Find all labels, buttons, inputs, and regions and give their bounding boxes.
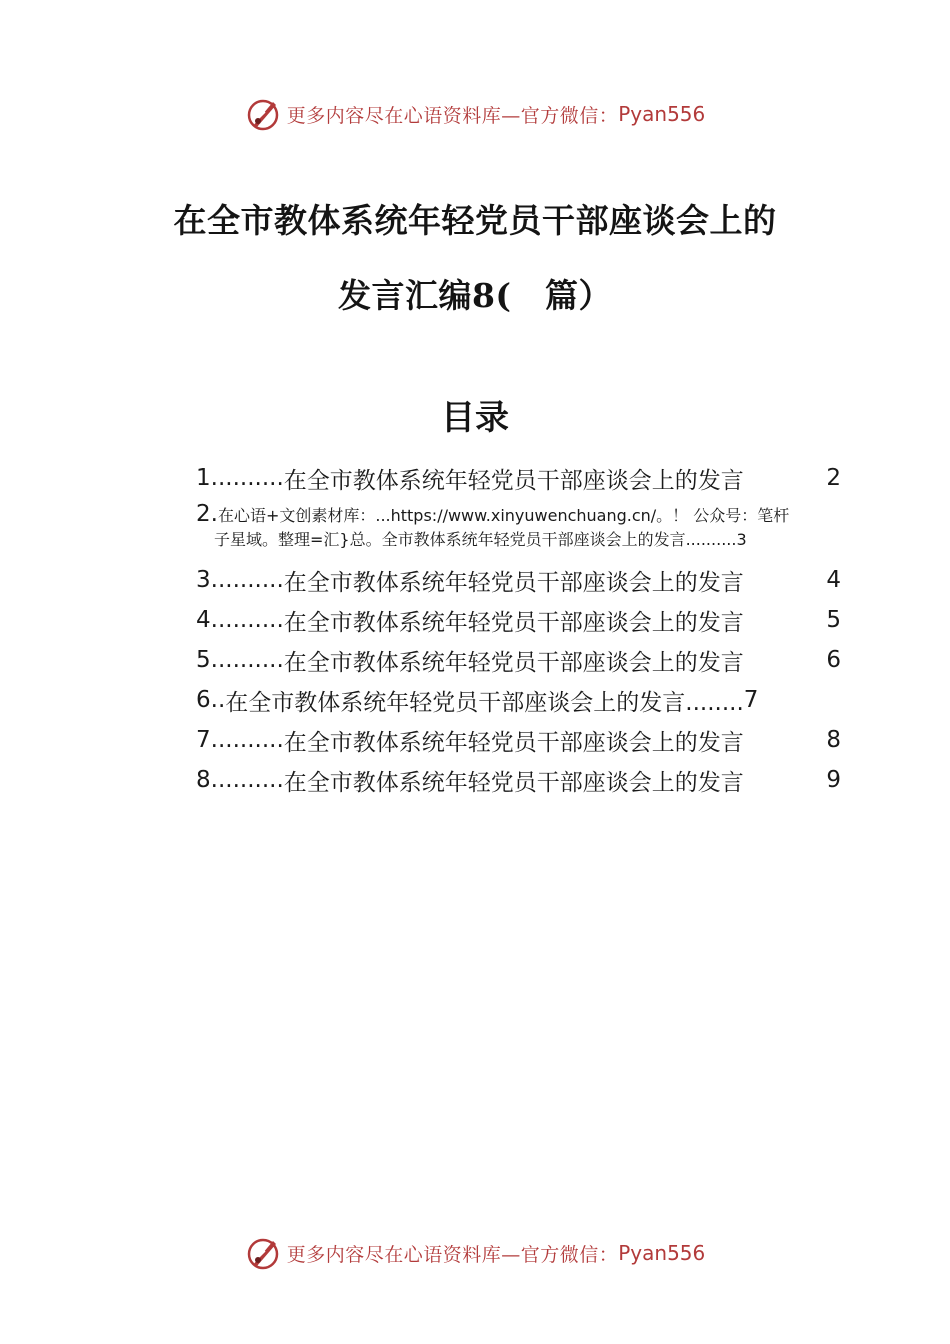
toc-entry-leader: .......... — [210, 607, 284, 633]
toc-entry-2-text2: 子星域。整理=汇}总。全市教体系统年轻党员干部座谈会上的发言..........3 — [214, 530, 747, 549]
document-title-line2: 发言汇编8( 篇） — [337, 276, 613, 315]
toc-entry-1[interactable] — [196, 458, 841, 498]
toc-entry-5[interactable] — [196, 640, 841, 680]
toc-entry-page: 8 — [826, 727, 841, 753]
toc-entry-7[interactable] — [196, 720, 841, 760]
watermark-text: 更多内容尽在心语资料库—官方微信： — [286, 104, 619, 127]
toc-entry-title: 在全市教体系统年轻党员干部座谈会上的发言 — [283, 569, 744, 596]
toc-entry-page: 6 — [826, 647, 841, 673]
toc-entry-leader: .......... — [210, 767, 284, 793]
toc-entry-title: 在全市教体系统年轻党员干部座谈会上的发言 — [283, 769, 744, 796]
watermark-wechat-id: Pyan556 — [618, 1241, 706, 1265]
toc-entry-number: 1 — [196, 465, 211, 491]
toc-entry-page: 4 — [826, 567, 841, 593]
toc-entry-title: 在全市教体系统年轻党员干部座谈会上的发言 — [283, 609, 744, 636]
toc-entry-number: 5 — [196, 647, 211, 673]
toc-entry-4[interactable] — [196, 600, 841, 640]
footer-watermark — [0, 1233, 950, 1273]
toc-entry-title: 在全市教体系统年轻党员干部座谈会上的发言........ — [225, 689, 744, 716]
toc-entry-page: 5 — [826, 607, 841, 633]
document-title-line1: 在全市教体系统年轻党员干部座谈会上的 — [173, 201, 777, 240]
quill-logo-icon — [245, 1235, 281, 1271]
header-watermark — [0, 94, 950, 134]
toc-entry-title: 在全市教体系统年轻党员干部座谈会上的发言 — [283, 729, 744, 756]
toc-entry-leader: .......... — [210, 647, 284, 673]
toc-entry-title: 在全市教体系统年轻党员干部座谈会上的发言 — [283, 467, 744, 494]
watermark-text: 更多内容尽在心语资料库—官方微信： — [286, 1243, 619, 1266]
toc-entry-leader: .. — [210, 687, 226, 713]
table-of-contents — [196, 458, 841, 800]
toc-entry-number: 3 — [196, 567, 211, 593]
toc-entry-6[interactable] — [196, 680, 841, 720]
toc-entry-number: 7 — [196, 727, 211, 753]
toc-entry-2-text1: 在心语+文创素材库：...https://www.xinyuwenchuang.cn/。！ 公众号：笔杆 — [217, 506, 790, 525]
toc-entry-number: 2. — [196, 501, 218, 527]
toc-entry-page: 9 — [826, 767, 841, 793]
toc-entry-page: 7 — [743, 687, 759, 713]
toc-entry-2-line1 — [196, 502, 841, 528]
watermark-wechat-id: Pyan556 — [618, 102, 706, 126]
toc-entry-leader: .......... — [210, 465, 284, 491]
toc-entry-leader: .......... — [210, 727, 284, 753]
toc-entry-page: 2 — [826, 465, 841, 491]
toc-entry-number: 4 — [196, 607, 211, 633]
toc-entry-number: 8 — [196, 767, 211, 793]
toc-entry-number: 6 — [196, 687, 211, 713]
toc-entry-3[interactable] — [196, 560, 841, 600]
toc-entry-8[interactable] — [196, 760, 841, 800]
quill-logo-icon — [245, 96, 281, 132]
toc-entry-leader: .......... — [210, 567, 284, 593]
toc-heading: 目录 — [441, 398, 509, 438]
toc-entry-title: 在全市教体系统年轻党员干部座谈会上的发言 — [283, 649, 744, 676]
toc-entry-2[interactable] — [196, 498, 841, 560]
